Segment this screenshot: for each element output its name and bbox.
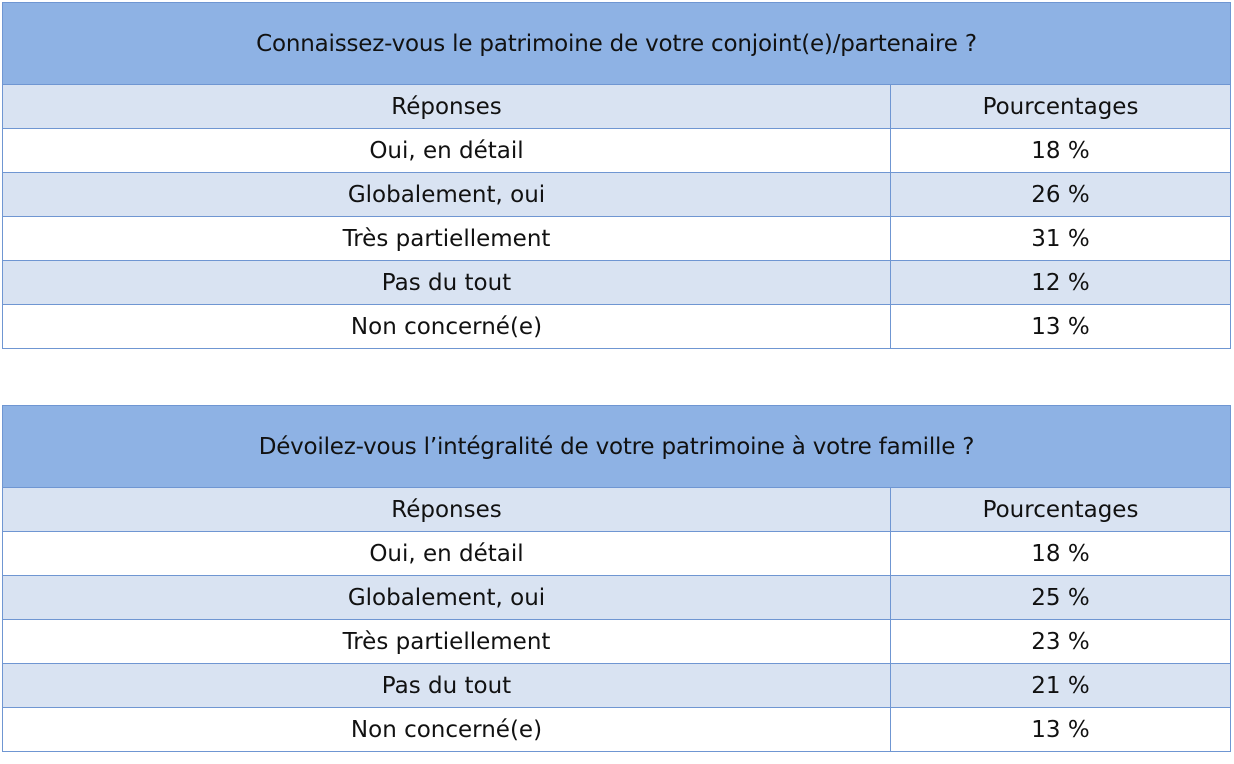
percentage-cell: 13 % <box>891 708 1231 752</box>
column-header-percentages: Pourcentages <box>891 85 1231 129</box>
family-disclosure-table <box>2 405 1231 752</box>
percentage-cell: 18 % <box>891 129 1231 173</box>
table-row <box>3 708 1231 752</box>
percentage-cell: 21 % <box>891 664 1231 708</box>
table-title-row <box>3 3 1231 85</box>
response-cell: Globalement, oui <box>3 576 891 620</box>
column-header-responses: Réponses <box>3 85 891 129</box>
response-cell: Pas du tout <box>3 261 891 305</box>
response-cell: Très partiellement <box>3 217 891 261</box>
table-title-row <box>3 406 1231 488</box>
percentage-cell: 12 % <box>891 261 1231 305</box>
percentage-cell: 26 % <box>891 173 1231 217</box>
partner-assets-table <box>2 2 1231 349</box>
percentage-cell: 23 % <box>891 620 1231 664</box>
percentage-cell: 18 % <box>891 532 1231 576</box>
table-row <box>3 664 1231 708</box>
response-cell: Oui, en détail <box>3 532 891 576</box>
table-row <box>3 173 1231 217</box>
percentage-cell: 25 % <box>891 576 1231 620</box>
table-title: Dévoilez-vous l’intégralité de votre patrimoine à votre famille ? <box>3 406 1231 488</box>
table-row <box>3 305 1231 349</box>
response-cell: Globalement, oui <box>3 173 891 217</box>
table-row <box>3 129 1231 173</box>
percentage-cell: 13 % <box>891 305 1231 349</box>
table-title: Connaissez-vous le patrimoine de votre conjoint(e)/partenaire ? <box>3 3 1231 85</box>
percentage-cell: 31 % <box>891 217 1231 261</box>
table-row <box>3 217 1231 261</box>
column-header-percentages: Pourcentages <box>891 488 1231 532</box>
response-cell: Oui, en détail <box>3 129 891 173</box>
table-header-row <box>3 85 1231 129</box>
response-cell: Pas du tout <box>3 664 891 708</box>
response-cell: Très partiellement <box>3 620 891 664</box>
table-row <box>3 576 1231 620</box>
table-row <box>3 620 1231 664</box>
table-row <box>3 261 1231 305</box>
table-header-row <box>3 488 1231 532</box>
response-cell: Non concerné(e) <box>3 708 891 752</box>
table-row <box>3 532 1231 576</box>
response-cell: Non concerné(e) <box>3 305 891 349</box>
column-header-responses: Réponses <box>3 488 891 532</box>
